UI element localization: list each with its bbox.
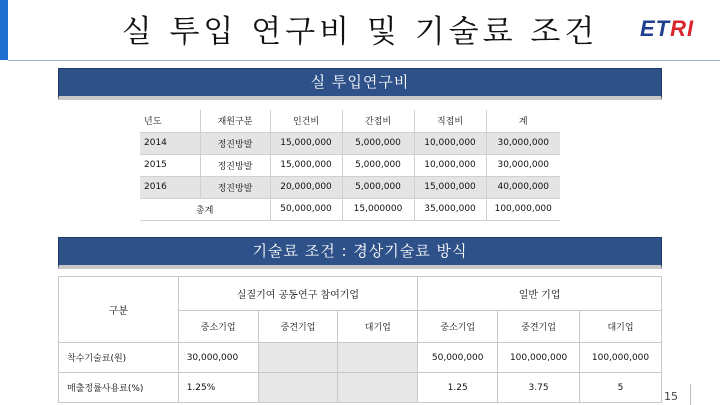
table-cell	[258, 373, 338, 403]
group-header-general: 일반 기업	[418, 277, 662, 311]
table-cell: 10,000,000	[414, 132, 486, 154]
table-cell: 15,000,000	[270, 132, 342, 154]
table-total-row	[140, 198, 560, 220]
category-header: 구분	[59, 277, 179, 343]
subheader-cell: 중견기업	[498, 311, 580, 343]
accent-bar	[0, 0, 8, 60]
header-cell: 간접비	[342, 110, 414, 132]
table-cell	[338, 373, 418, 403]
table-header-row	[140, 110, 560, 132]
table-header-row	[59, 277, 662, 311]
header-cell: 인건비	[270, 110, 342, 132]
table-row	[140, 154, 560, 176]
subheader-cell: 중소기업	[178, 311, 258, 343]
table-cell: 10,000,000	[414, 154, 486, 176]
table-cell: 100,000,000	[498, 343, 580, 373]
page-number: 15	[664, 390, 678, 403]
table-cell: 35,000,000	[414, 198, 486, 220]
row-label: 매출정률사용료(%)	[59, 373, 179, 403]
section-band-budget: 실 투입연구비	[58, 68, 662, 100]
table-cell: 정진방발	[200, 154, 270, 176]
title-divider	[8, 60, 720, 61]
table-cell: 15,000,000	[414, 176, 486, 198]
table-cell: 5	[580, 373, 662, 403]
table-cell: 30,000,000	[486, 132, 560, 154]
etri-logo: ETRI	[640, 16, 695, 41]
table-cell: 5,000,000	[342, 132, 414, 154]
header-cell: 년도	[140, 110, 200, 132]
royalty-table	[58, 276, 662, 403]
table-cell: 30,000,000	[497, 160, 550, 170]
table-cell: 15,000000	[342, 198, 414, 220]
table-cell: 5,000,000	[342, 154, 414, 176]
header-cell: 직접비	[414, 110, 486, 132]
table-cell: 100,000,000	[580, 343, 662, 373]
budget-table	[140, 110, 560, 221]
table-cell: 2016	[140, 176, 200, 198]
table-row	[140, 132, 560, 154]
row-label: 착수기술료(원)	[59, 343, 179, 373]
table-row	[59, 373, 662, 403]
slide-title: 실 투입 연구비 및 기술료 조건	[121, 14, 599, 50]
table-cell	[258, 343, 338, 373]
table-cell: 1.25%	[178, 373, 258, 403]
subheader-cell: 중견기업	[258, 311, 338, 343]
frame-line	[690, 384, 691, 405]
table-cell: 3.75	[498, 373, 580, 403]
subheader-cell: 중소기업	[418, 311, 498, 343]
header-cell: 계	[486, 110, 560, 132]
group-header-joint: 실질기여 공동연구 참여기업	[178, 277, 418, 311]
table-cell: 정진방발	[200, 132, 270, 154]
table-cell: 30,000,000	[178, 343, 258, 373]
subheader-cell: 대기업	[338, 311, 418, 343]
table-cell: 50,000,000	[418, 343, 498, 373]
table-row	[59, 343, 662, 373]
table-cell: 20,000,000	[270, 176, 342, 198]
table-cell: 100,000,000	[486, 198, 560, 220]
section-band-royalty: 기술료 조건 : 경상기술료 방식	[58, 237, 662, 269]
table-cell: 15,000,000	[270, 154, 342, 176]
table-cell: 정진방발	[200, 176, 270, 198]
table-cell: 50,000,000	[270, 198, 342, 220]
table-cell: 2014	[140, 132, 200, 154]
total-label: 총계	[140, 198, 270, 220]
table-cell	[338, 343, 418, 373]
subheader-cell: 대기업	[580, 311, 662, 343]
table-cell: 1.25	[418, 373, 498, 403]
table-cell: 5,000,000	[342, 176, 414, 198]
table-cell: 40,000,000	[486, 176, 560, 198]
table-row	[140, 176, 560, 198]
table-cell: 2015	[140, 154, 200, 176]
header-cell: 재원구분	[200, 110, 270, 132]
